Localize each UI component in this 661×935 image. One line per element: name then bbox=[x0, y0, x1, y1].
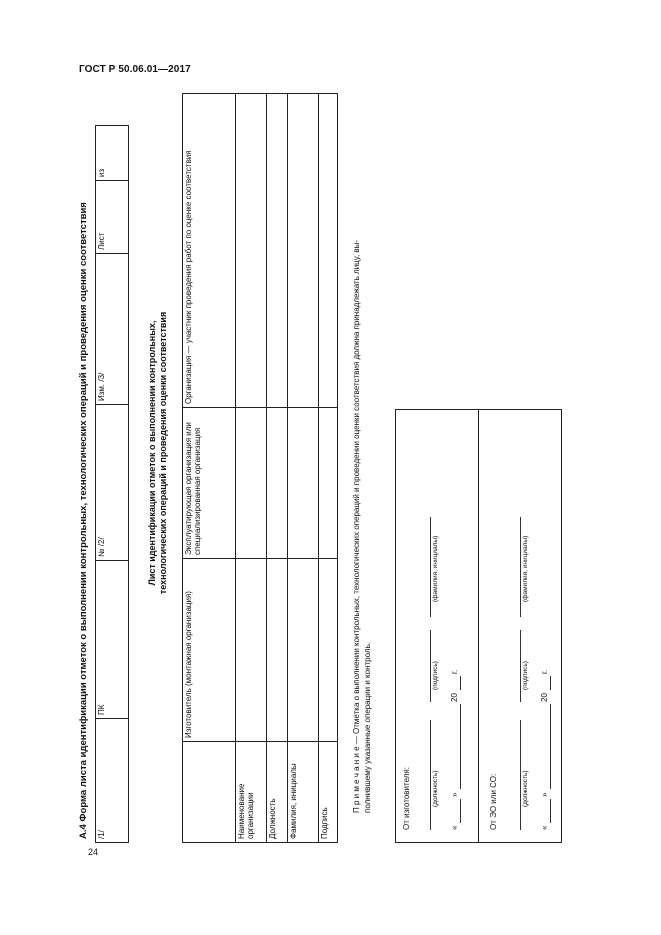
row-label-org-name: Наименование организации bbox=[236, 742, 267, 843]
operator-title: От ЭО или СО: bbox=[489, 773, 498, 830]
manufacturer-date-close: » bbox=[450, 792, 459, 797]
operator-month-line bbox=[550, 704, 551, 789]
operator-year-line bbox=[550, 676, 551, 690]
manufacturer-name-line bbox=[430, 517, 431, 617]
manufacturer-year-suffix: г. bbox=[450, 669, 459, 674]
operator-year-prefix: 20 bbox=[540, 693, 549, 702]
operator-signature-line bbox=[520, 630, 521, 702]
note-text-line1: — Отметка о выполнении контрольных, технологических операций и проведении оценки соответствия должна принадлежать лицу, вы- bbox=[352, 239, 361, 745]
manufacturer-signature-line bbox=[430, 630, 431, 702]
operator-date-open: « bbox=[540, 825, 549, 830]
operator-name-line bbox=[520, 517, 521, 617]
sheet-title-line2: технологических операций и проведения оценки соответствия bbox=[157, 311, 168, 595]
header-operator: Эксплуатирующая организация или специализированная организация bbox=[183, 408, 236, 559]
annex-title: А.4 Форма листа идентификации отметок о выполнении контрольных, технологических операций и проведения оценки соответствия bbox=[78, 202, 89, 839]
rotated-page-content bbox=[78, 123, 549, 843]
manufacturer-year-prefix: 20 bbox=[450, 693, 459, 702]
top-cell-1: /1/ bbox=[96, 719, 129, 843]
header-participant: Организация — участник проведения работ по оценке соответствия bbox=[183, 94, 236, 408]
top-cell-number: № /2/ bbox=[96, 405, 129, 561]
top-cell-pk: ПК bbox=[96, 561, 129, 719]
manufacturer-date-open: « bbox=[450, 825, 459, 830]
manufacturer-month-line bbox=[460, 704, 461, 789]
header-empty bbox=[183, 742, 236, 843]
manufacturer-caption-name: (фамилия, инициалы) bbox=[432, 535, 439, 602]
sheet-title-line1: Лист идентификации отметок о выполнении контрольных, bbox=[147, 320, 157, 586]
signature-box-divider bbox=[478, 410, 479, 842]
page-number: 24 bbox=[88, 847, 99, 857]
operator-position-line bbox=[520, 720, 521, 830]
signature-box bbox=[395, 409, 562, 843]
top-table bbox=[95, 125, 129, 843]
manufacturer-caption-signature: (подпись) bbox=[432, 661, 439, 690]
manufacturer-title: От изготовителя: bbox=[402, 767, 411, 830]
note bbox=[353, 93, 372, 813]
operator-date-close: » bbox=[540, 792, 549, 797]
sheet-title bbox=[147, 243, 169, 663]
manufacturer-year-line bbox=[460, 676, 461, 690]
operator-day-line bbox=[550, 799, 551, 823]
operator-caption-signature: (подпись) bbox=[522, 661, 529, 690]
operator-caption-name: (фамилия, инициалы) bbox=[522, 535, 529, 602]
doc-header: ГОСТ Р 50.06.01—2017 bbox=[79, 64, 191, 75]
manufacturer-caption-position: (должность) bbox=[432, 770, 439, 807]
top-cell-of: из bbox=[96, 126, 129, 181]
row-label-full-name: Фамилия, инициалы bbox=[288, 742, 319, 843]
manufacturer-position-line bbox=[430, 720, 431, 830]
manufacturer-day-line bbox=[460, 799, 461, 823]
top-cell-change: Изм. /3/ bbox=[96, 254, 129, 405]
operator-caption-position: (должность) bbox=[522, 770, 529, 807]
header-manufacturer: Изготовитель (монтажная организация) bbox=[183, 559, 236, 742]
identification-table bbox=[182, 93, 338, 843]
top-cell-sheet: Лист bbox=[96, 181, 129, 254]
note-text-line2: полнившему указанные операции и контроль. bbox=[362, 642, 372, 813]
note-label: П р и м е ч а н и е bbox=[352, 746, 361, 813]
row-label-signature: Подпись bbox=[319, 742, 338, 843]
row-label-position: Должность bbox=[267, 742, 288, 843]
operator-year-suffix: г. bbox=[540, 669, 549, 674]
